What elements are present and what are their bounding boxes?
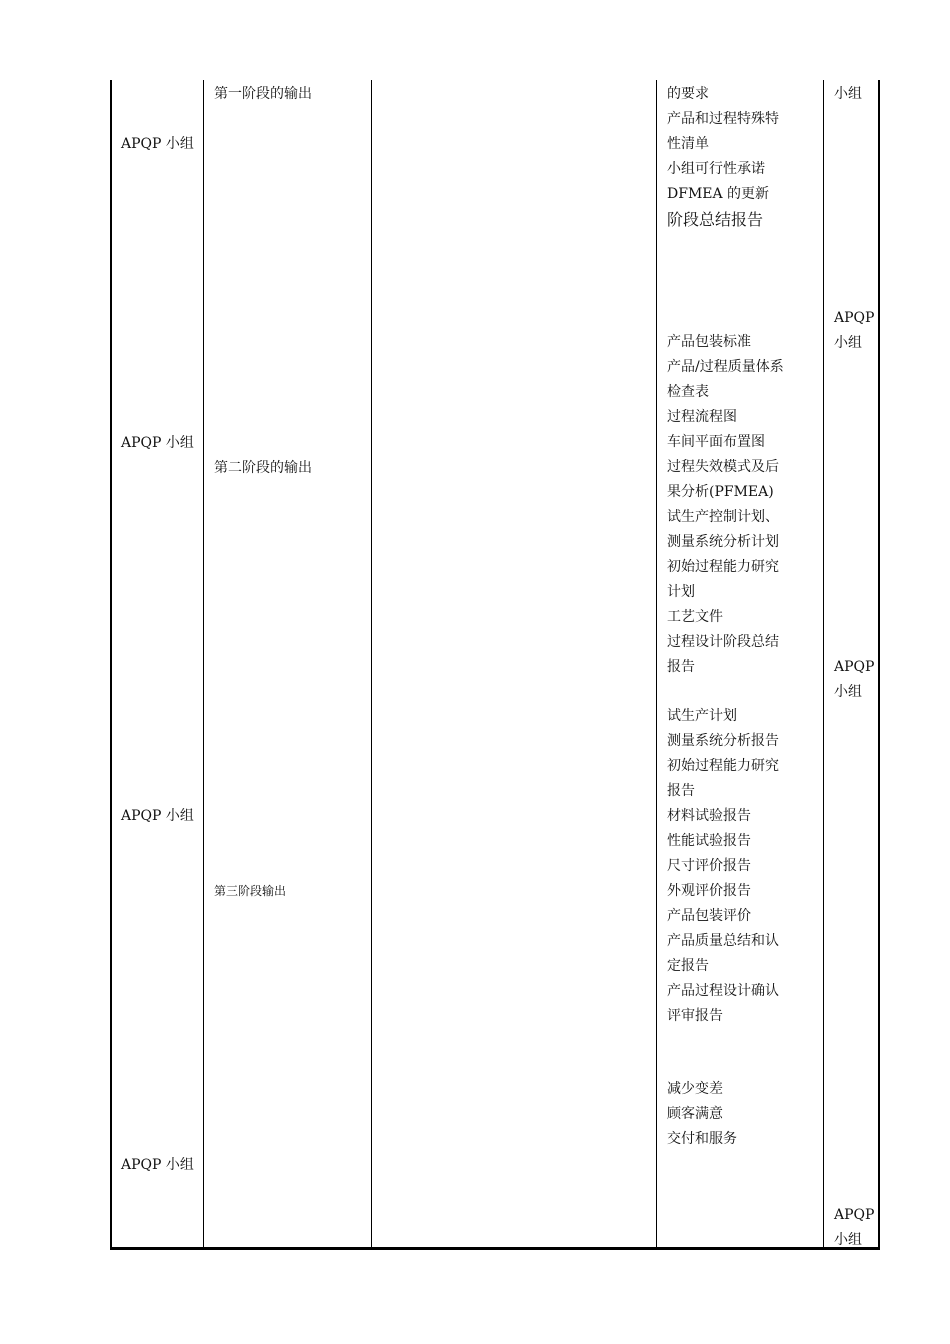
list-item: 产品包装标准 bbox=[667, 334, 751, 350]
column-divider bbox=[656, 80, 657, 1250]
list-item: 评审报告 bbox=[667, 1008, 723, 1024]
list-item: 检查表 bbox=[667, 384, 709, 400]
list-item: 定报告 bbox=[667, 958, 709, 974]
list-item: 减少变差 bbox=[667, 1081, 723, 1097]
list-item: 产品和过程特殊特 bbox=[667, 111, 779, 127]
stage3-deliverables bbox=[667, 704, 779, 1029]
owner-cell-b: 小组 bbox=[834, 335, 862, 351]
list-item: 材料试验报告 bbox=[667, 808, 751, 824]
list-item: 交付和服务 bbox=[667, 1131, 737, 1147]
list-item: 初始过程能力研究 bbox=[667, 559, 779, 575]
stage-output-label: 第二阶段的输出 bbox=[214, 460, 312, 476]
owner-cell-a: APQP bbox=[834, 659, 875, 675]
list-item: 性能试验报告 bbox=[667, 833, 751, 849]
list-item: 产品/过程质量体系 bbox=[667, 359, 784, 375]
column-divider bbox=[203, 80, 204, 1250]
list-item: 报告 bbox=[667, 659, 695, 675]
list-item: 产品质量总结和认 bbox=[667, 933, 779, 949]
owner-cell-b: 小组 bbox=[834, 684, 862, 700]
list-item: 外观评价报告 bbox=[667, 883, 751, 899]
list-item: 的要求 bbox=[667, 86, 709, 102]
owner-cell-b: 小组 bbox=[834, 1232, 862, 1248]
stage2-deliverables bbox=[667, 330, 784, 680]
list-item: 小组可行性承诺 bbox=[667, 161, 765, 177]
list-item: 性清单 bbox=[667, 136, 709, 152]
list-item: 尺寸评价报告 bbox=[667, 858, 751, 874]
column-divider bbox=[371, 80, 372, 1250]
list-item: 产品包装评价 bbox=[667, 908, 751, 924]
list-item: 过程流程图 bbox=[667, 409, 737, 425]
list-item: 初始过程能力研究 bbox=[667, 758, 779, 774]
stage-output-label: 第三阶段输出 bbox=[214, 884, 287, 898]
stage1-deliverables bbox=[667, 82, 779, 232]
list-item: 过程设计阶段总结 bbox=[667, 634, 779, 650]
list-item: 果分析(PFMEA) bbox=[667, 484, 774, 500]
list-item: DFMEA 的更新 bbox=[667, 186, 770, 202]
stage-output-label: 第一阶段的输出 bbox=[214, 86, 312, 102]
list-item: 测量系统分析计划 bbox=[667, 534, 779, 550]
responsible-cell: APQP 小组 bbox=[121, 435, 194, 451]
responsible-cell: APQP 小组 bbox=[121, 136, 194, 152]
list-item: 试生产控制计划、 bbox=[667, 509, 779, 525]
list-item: 过程失效模式及后 bbox=[667, 459, 779, 475]
list-item: 测量系统分析报告 bbox=[667, 733, 779, 749]
owner-cell-a: APQP bbox=[834, 310, 875, 326]
list-item: 顾客满意 bbox=[667, 1106, 723, 1122]
column-divider bbox=[823, 80, 824, 1250]
owner-cell: 小组 bbox=[834, 86, 862, 102]
stage4-deliverables bbox=[667, 1077, 737, 1152]
list-item: 计划 bbox=[667, 584, 695, 600]
responsible-cell: APQP 小组 bbox=[121, 808, 194, 824]
list-item: 工艺文件 bbox=[667, 609, 723, 625]
list-item: 报告 bbox=[667, 783, 695, 799]
list-item: 阶段总结报告 bbox=[667, 210, 764, 229]
list-item: 车间平面布置图 bbox=[667, 434, 765, 450]
list-item: 试生产计划 bbox=[667, 708, 737, 724]
responsible-cell: APQP 小组 bbox=[121, 1157, 194, 1173]
owner-cell-a: APQP bbox=[834, 1207, 875, 1223]
list-item: 产品过程设计确认 bbox=[667, 983, 779, 999]
